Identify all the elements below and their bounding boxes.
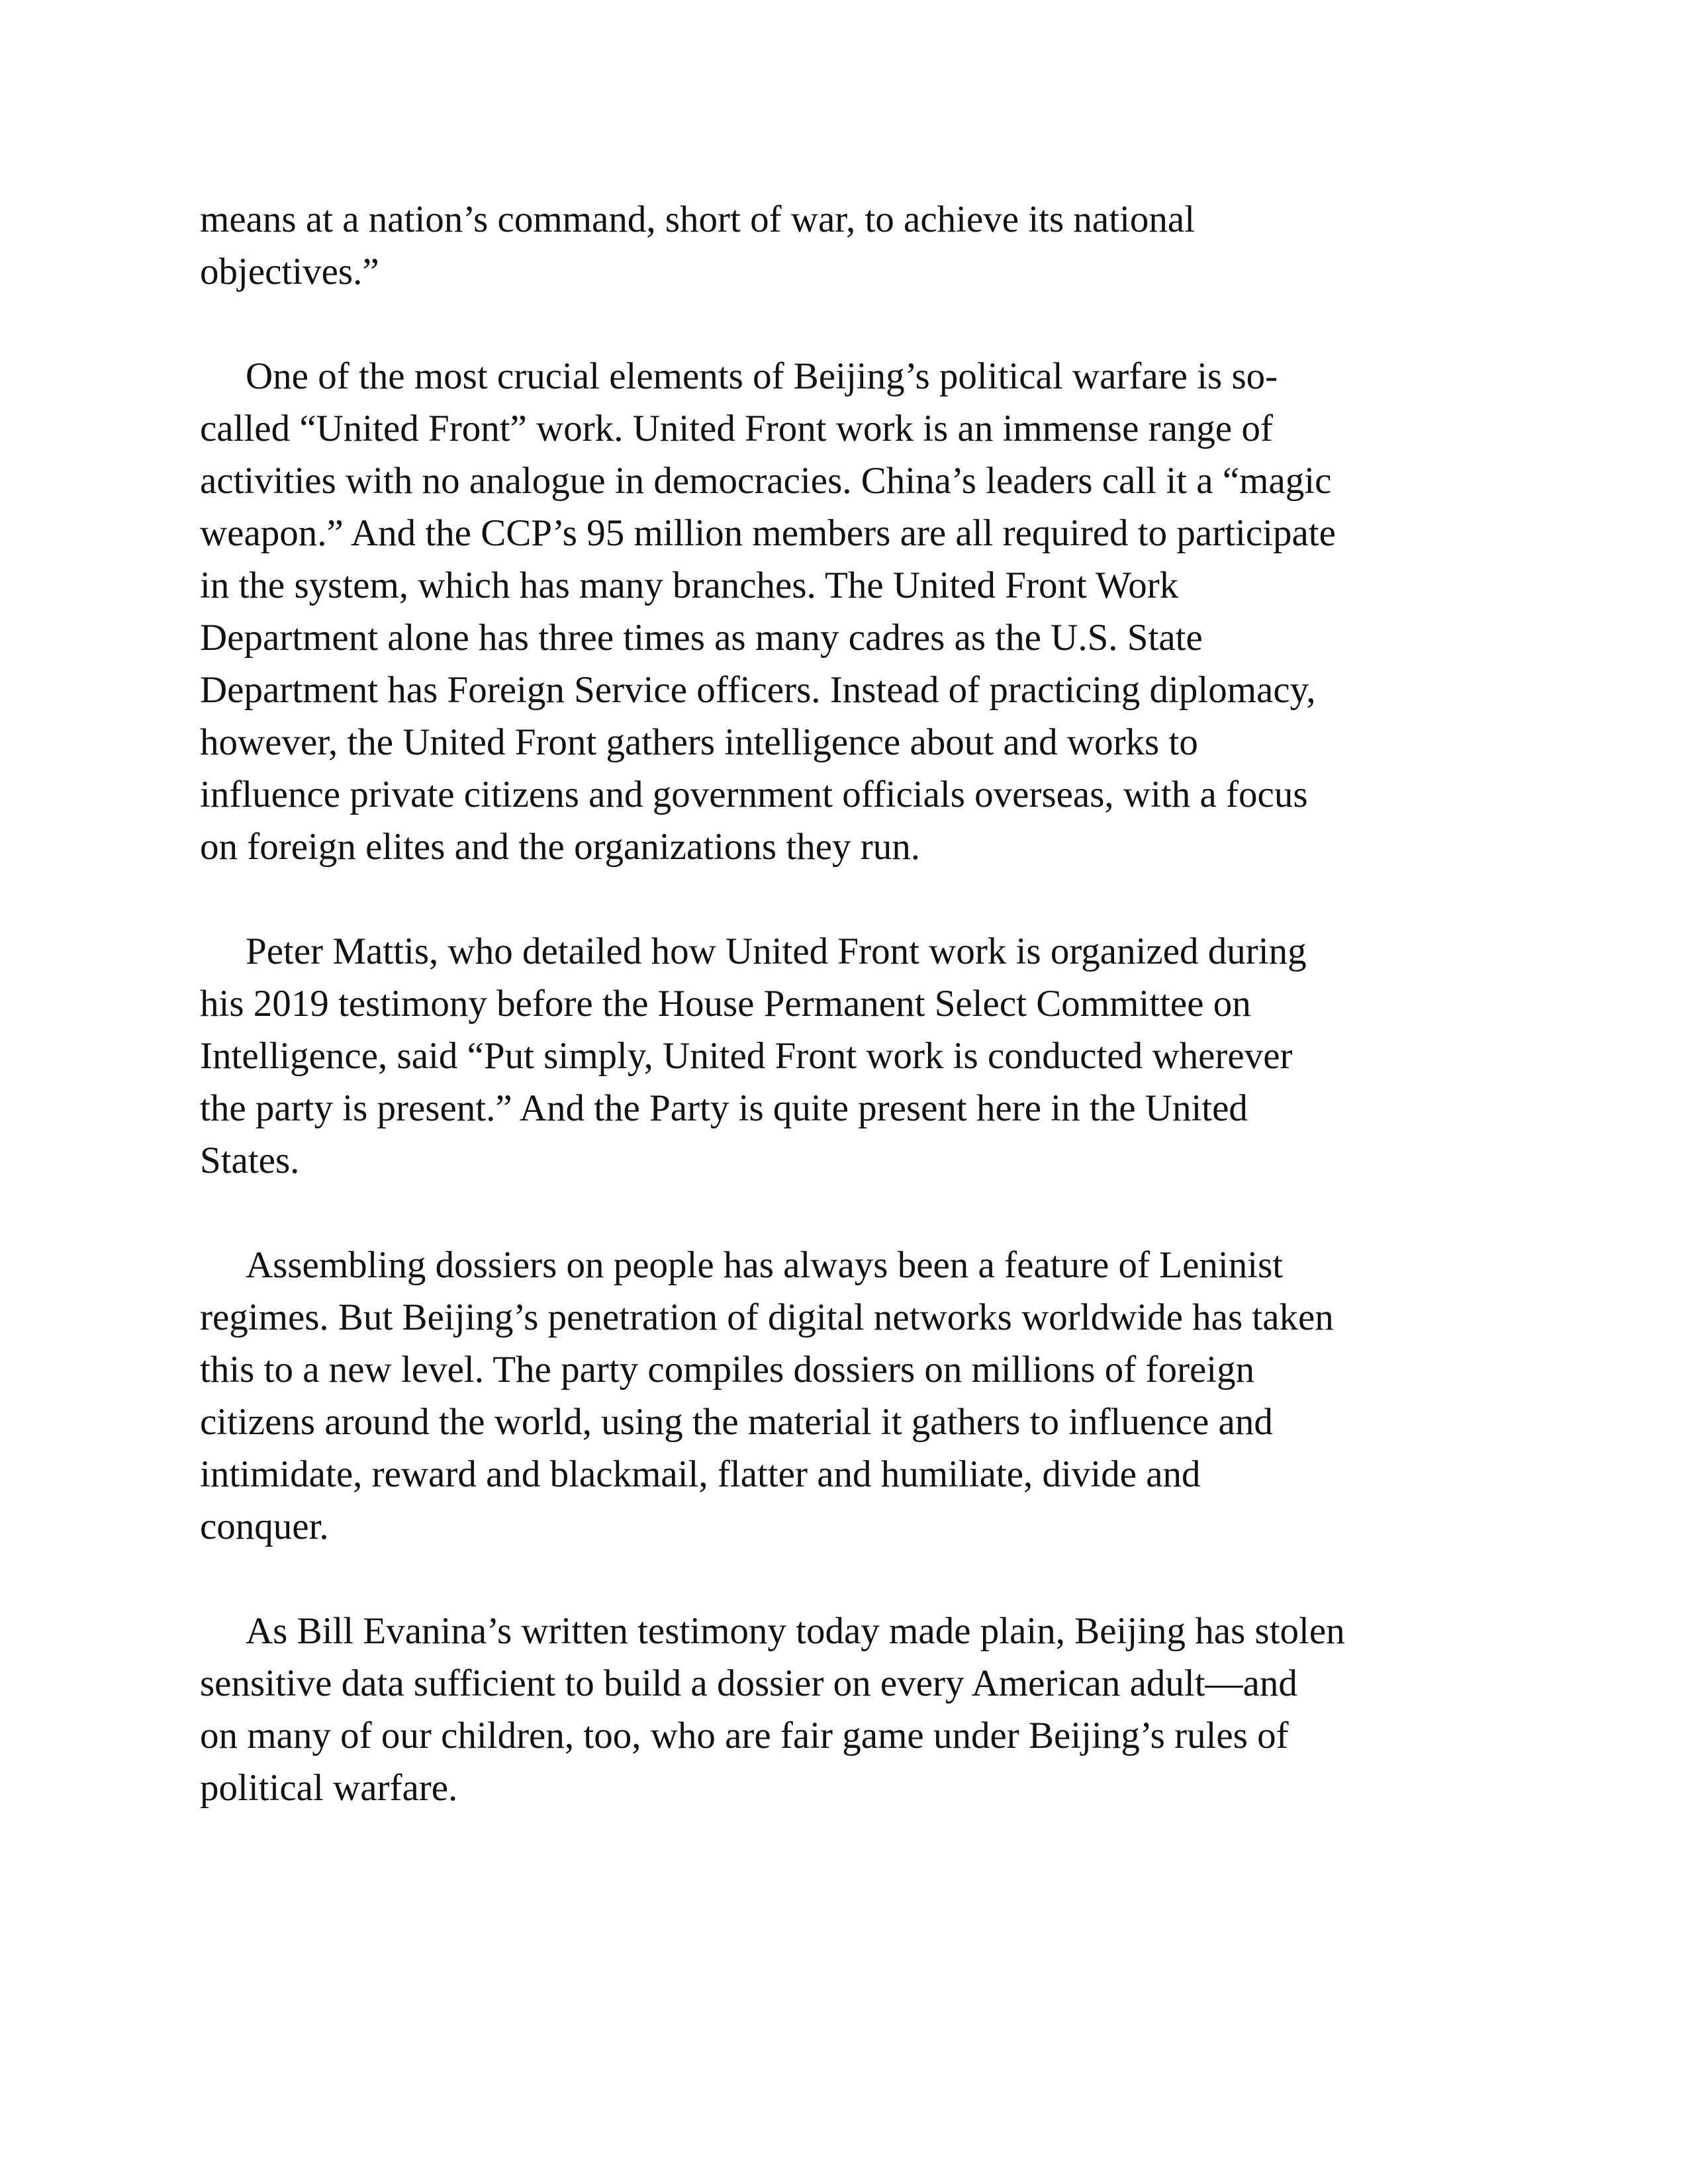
paragraph [200,193,1497,298]
text-line: regimes. But Beijing’s penetration of digital networks worldwide has taken [200,1297,1334,1338]
text-line: intimidate, reward and blackmail, flatter and humiliate, divide and [200,1453,1201,1495]
text-line: on many of our children, too, who are fair game under Beijing’s rules of [200,1715,1289,1756]
text-line: objectives.” [200,251,379,293]
text-line: Assembling dossiers on people has always been a feature of Leninist [246,1244,1284,1286]
text-line: in the system, which has many branches. The United Front Work [200,565,1179,606]
paragraph [200,925,1497,1187]
paragraph [200,1239,1497,1553]
text-line: Peter Mattis, who detailed how United Front work is organized during [246,931,1307,972]
text-line: means at a nation’s command, short of war, to achieve its national [200,199,1196,240]
text-line: his 2019 testimony before the House Permanent Select Committee on [200,983,1251,1024]
text-line: influence private citizens and government officials overseas, with a focus [200,774,1308,815]
paragraph [200,1605,1497,1814]
text-line: citizens around the world, using the material it gathers to influence and [200,1401,1273,1443]
text-line: conquer. [200,1506,329,1547]
text-line: sensitive data sufficient to build a dossier on every American adult—and [200,1662,1297,1704]
paragraph [200,350,1497,873]
text-line: As Bill Evanina’s written testimony today made plain, Beijing has stolen [246,1610,1345,1652]
text-line: this to a new level. The party compiles dossiers on millions of foreign [200,1349,1255,1390]
text-line: Department has Foreign Service officers. Instead of practicing diplomacy, [200,669,1316,711]
text-line: Department alone has three times as many cadres as the U.S. State [200,617,1203,659]
text-line: One of the most crucial elements of Beijing’s political warfare is so- [246,355,1278,397]
text-line: Intelligence, said “Put simply, United Front work is conducted wherever [200,1035,1293,1077]
text-line: weapon.” And the CCP’s 95 million members are all required to participate [200,512,1336,554]
text-line: called “United Front” work. United Front work is an immense range of [200,408,1273,449]
document-page [200,193,1497,1866]
text-line: activities with no analogue in democracies. China’s leaders call it a “magic [200,460,1332,502]
text-line: on foreign elites and the organizations they run. [200,826,920,868]
text-line: political warfare. [200,1767,458,1809]
text-line: States. [200,1140,300,1181]
text-line: however, the United Front gathers intelligence about and works to [200,721,1198,763]
text-line: the party is present.” And the Party is quite present here in the United [200,1087,1248,1129]
